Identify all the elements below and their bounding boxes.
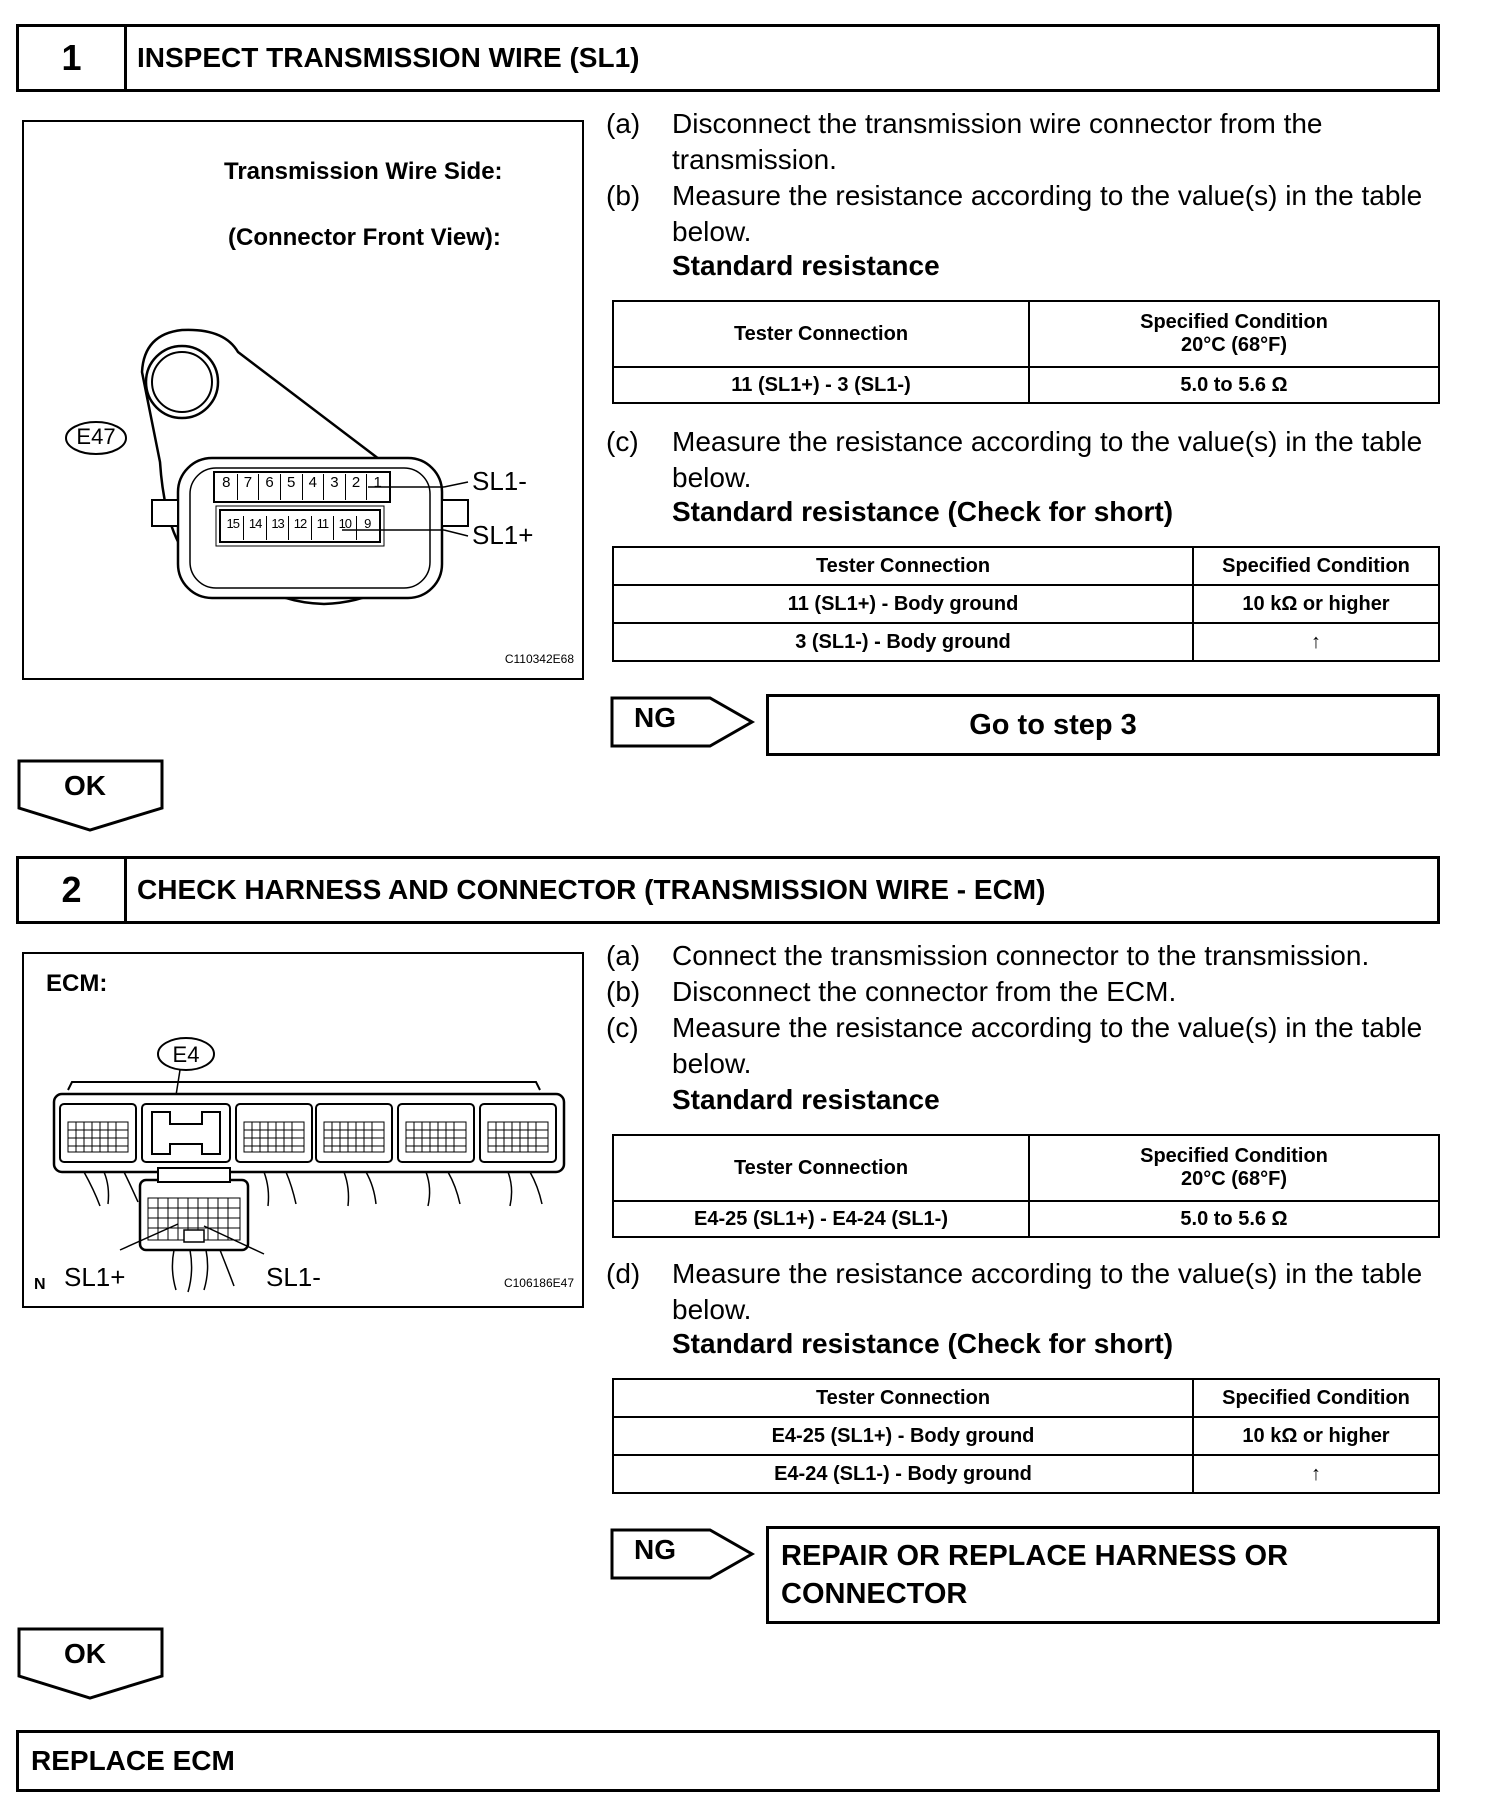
table-cell: E4-25 (SL1+) - E4-24 (SL1-) (613, 1201, 1029, 1237)
step2-number: 2 (19, 859, 127, 921)
table-header (1029, 1135, 1439, 1201)
instruction-label: (d) (606, 1258, 641, 1289)
step1-connector-id: E47 (76, 424, 116, 449)
table-cell: E4-24 (SL1-) - Body ground (613, 1455, 1193, 1493)
step2-instruction-d (606, 1256, 1446, 1328)
final-header (16, 1730, 1440, 1792)
table-header (1029, 301, 1439, 367)
pin-label: 9 (364, 516, 371, 531)
step2-ng-result-line: CONNECTOR (781, 1578, 968, 1610)
step2-label-sl1-plus: SL1+ (64, 1262, 126, 1292)
step2-title: CHECK HARNESS AND CONNECTOR (TRANSMISSION WIRE - ECM) (137, 874, 1046, 905)
connector-pin-row-top (216, 474, 388, 500)
instruction-label: (b) (606, 976, 641, 1007)
instruction-item (606, 106, 1446, 178)
pin-label: 7 (238, 474, 260, 500)
step1-header (16, 24, 1440, 92)
instruction-item (606, 424, 1446, 496)
step1-ng-result (766, 694, 1440, 756)
pin-label: 14 (244, 516, 266, 540)
table-header-line: 20°C (68°F) (1180, 334, 1288, 356)
table-header: Tester Connection (613, 1379, 1193, 1417)
pin-label: 12 (289, 516, 311, 540)
step2-ng-result-line: REPAIR OR REPLACE HARNESS OR (781, 1540, 1289, 1572)
step1-std-title-2: Standard resistance (Check for short) (672, 496, 1174, 527)
ecm-connector-drawing (24, 954, 582, 1306)
step2-resistance-table (612, 1134, 1440, 1238)
instruction-text: Measure the resistance according to the value(s) in the table below. (672, 180, 1423, 247)
step2-instructions (606, 938, 1446, 1082)
instruction-item (606, 974, 1446, 1010)
table-cell: 11 (SL1+) - Body ground (613, 585, 1193, 623)
table-header: Tester Connection (613, 301, 1029, 367)
table-header: Tester Connection (613, 547, 1193, 585)
step1-std-title-1: Standard resistance (672, 250, 940, 281)
step2-ng-label: NG (634, 1534, 676, 1565)
step1-ng-label: NG (634, 702, 676, 733)
step1-ng-arrow (610, 694, 760, 754)
step2-header (16, 856, 1440, 924)
pin-label: 11 (312, 516, 334, 540)
instruction-text: Measure the resistance according to the value(s) in the table below. (672, 1012, 1423, 1079)
ng-arrow-icon (610, 694, 760, 754)
table-cell: E4-25 (SL1+) - Body ground (613, 1417, 1193, 1455)
instruction-text: Disconnect the connector from the ECM. (672, 976, 1177, 1007)
table-header-line: 20°C (68°F) (1180, 1168, 1288, 1190)
pin-label: 5 (281, 474, 303, 500)
table-header: Specified Condition (1193, 547, 1439, 585)
step2-corner-letter: N (34, 1276, 46, 1293)
instruction-label: (a) (606, 108, 641, 139)
table-cell: 3 (SL1-) - Body ground (613, 623, 1193, 661)
instruction-label: (c) (606, 426, 639, 457)
instruction-item (606, 178, 1446, 250)
pin-label: 8 (216, 474, 238, 500)
instruction-text: Disconnect the transmission wire connector from the transmission. (672, 108, 1323, 175)
transmission-connector-drawing (24, 122, 582, 678)
connector-pin-row-bottom (222, 516, 378, 540)
step1-label-sl1-plus: SL1+ (472, 520, 534, 550)
final-title: REPLACE ECM (31, 1745, 235, 1776)
pin-label: 10 (334, 516, 356, 540)
step1-short-table (612, 546, 1440, 662)
table-cell: 10 kΩ or higher (1193, 585, 1439, 623)
step2-std-title-2: Standard resistance (Check for short) (672, 1328, 1174, 1359)
pin-label: 15 (222, 516, 244, 540)
step1-ok-label: OK (64, 770, 106, 801)
step1-ok-arrow (16, 758, 166, 834)
ng-arrow-icon (610, 1526, 760, 1586)
pin-label: 4 (303, 474, 325, 500)
step1-ng-result-text: Go to step 3 (969, 708, 1137, 741)
table-cell: 5.0 to 5.6 Ω (1029, 1201, 1439, 1237)
pin-label: 6 (259, 474, 281, 500)
step1-figure (22, 120, 584, 680)
table-header-line: Specified Condition (1140, 1145, 1328, 1167)
table-cell: 11 (SL1+) - 3 (SL1-) (613, 367, 1029, 403)
step2-ng-result (766, 1526, 1440, 1624)
instruction-item (606, 1256, 1446, 1328)
step1-figure-side-label: Transmission Wire Side: (224, 158, 503, 185)
instruction-label: (a) (606, 940, 641, 971)
pin-label: 13 (267, 516, 289, 540)
step1-instruction-c (606, 424, 1446, 496)
step2-ok-label: OK (64, 1638, 106, 1669)
step1-instructions (606, 106, 1446, 250)
step1-label-sl1-minus: SL1- (472, 466, 527, 496)
instruction-item (606, 938, 1446, 974)
table-header: Specified Condition (1193, 1379, 1439, 1417)
pin-label: 3 (324, 474, 346, 500)
step1-figure-view-label: (Connector Front View): (228, 224, 501, 251)
table-cell: 5.0 to 5.6 Ω (1029, 367, 1439, 403)
step1-number: 1 (19, 27, 127, 89)
table-header: Tester Connection (613, 1135, 1029, 1201)
step2-connector-id: E4 (172, 1042, 200, 1067)
table-cell: ↑ (1193, 1455, 1439, 1493)
instruction-item (606, 1010, 1446, 1082)
table-cell: 10 kΩ or higher (1193, 1417, 1439, 1455)
step2-figure-ecm-label: ECM: (46, 970, 108, 997)
step2-std-title-1: Standard resistance (672, 1084, 940, 1115)
table-header-line: Specified Condition (1140, 311, 1328, 333)
step1-figure-id: C110342E68 (504, 652, 574, 666)
step2-figure-id: C106186E47 (503, 1276, 574, 1290)
step2-ng-arrow (610, 1526, 760, 1586)
table-cell: ↑ (1193, 623, 1439, 661)
step1-resistance-table (612, 300, 1440, 404)
instruction-text: Connect the transmission connector to the transmission. (672, 940, 1370, 971)
instruction-label: (b) (606, 180, 641, 211)
instruction-label: (c) (606, 1012, 639, 1043)
instruction-text: Measure the resistance according to the value(s) in the table below. (672, 1258, 1423, 1325)
step1-title: INSPECT TRANSMISSION WIRE (SL1) (137, 42, 640, 73)
step2-figure (22, 952, 584, 1308)
step2-label-sl1-minus: SL1- (266, 1262, 321, 1292)
pin-label: 1 (373, 474, 382, 491)
step2-short-table (612, 1378, 1440, 1494)
pin-label: 2 (346, 474, 368, 500)
instruction-text: Measure the resistance according to the value(s) in the table below. (672, 426, 1423, 493)
step2-ok-arrow (16, 1626, 166, 1702)
